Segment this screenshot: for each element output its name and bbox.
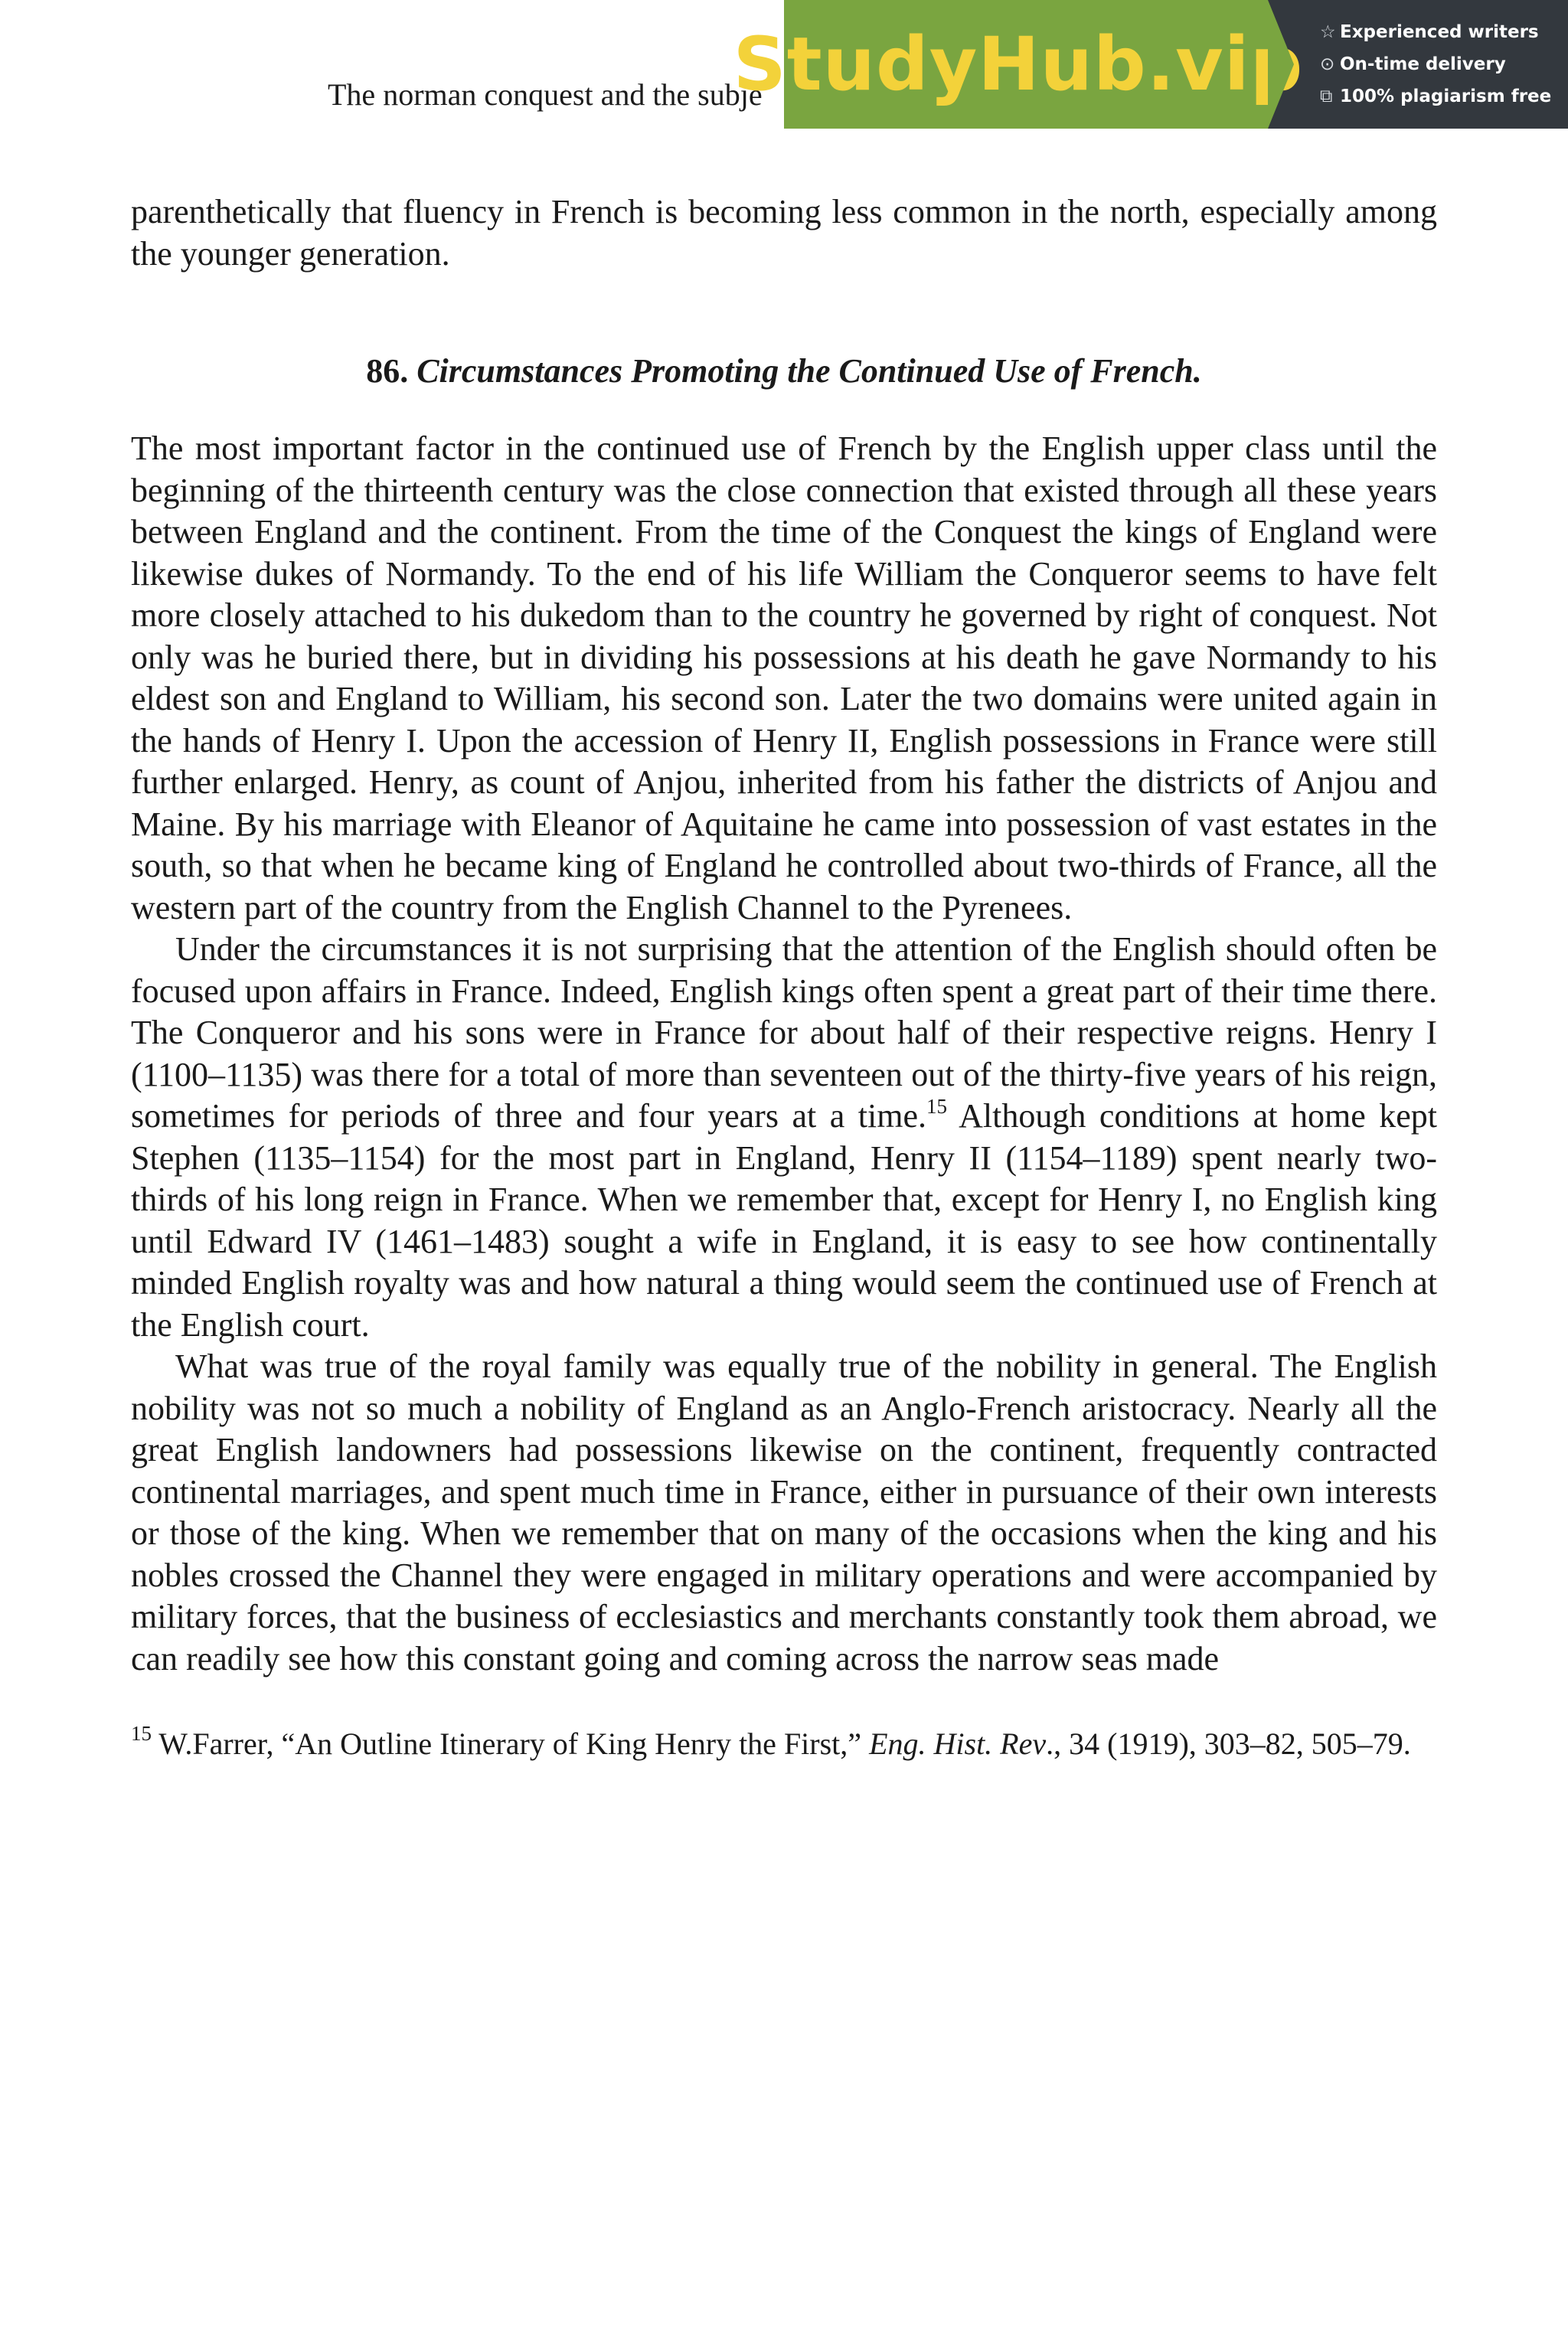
running-header: The norman conquest and the subje bbox=[328, 77, 763, 112]
footnote bbox=[131, 1724, 1437, 1764]
star-icon: ☆ bbox=[1320, 22, 1336, 42]
intro-paragraph: parenthetically that fluency in French is becoming less common in the north, especially among the younger generation. bbox=[131, 193, 1437, 273]
section-number: 86. bbox=[366, 352, 409, 390]
page-content bbox=[131, 191, 1437, 1764]
paragraph-2-part-b: Although conditions at home kept Stephen (1135–1154) for the most part in England, Henry II (1154–1189) spent nearly two-thirds of his long reign in France. When we remember that, except for Henry I, no English king until Edward IV (1461–1483) sought a wife in England, it is easy to see how continentally minded English royalty was and how natural a thing would seem the continued use of French at the English court. bbox=[131, 1097, 1437, 1344]
footnote-journal: Eng. Hist. Rev bbox=[869, 1726, 1047, 1761]
feature-on-time-delivery bbox=[1320, 51, 1568, 78]
feature-label: Experienced writers bbox=[1340, 22, 1539, 42]
footnote-reference: 15 bbox=[926, 1095, 947, 1118]
paragraph-1: The most important factor in the continued use of French by the English upper class until the beginning of the thirteenth century was the close connection that existed through all these years between England and the continent. From the time of the Conquest the kings of England were likewise dukes of Normandy. To the end of his life William the Conqueror seems to have felt more closely attached to his dukedom than to the country he governed by right of conquest. Not only was he buried there, but in dividing his possessions at his death he gave Normandy to his eldest son and England to William, his second son. Later the two domains were united again in the hands of Henry I. Upon the accession of Henry II, English possessions in France were still further enlarged. Henry, as count of Anjou, inherited from his father the districts of Anjou and Maine. By his marriage with Eleanor of Aquitaine he came into possession of vast estates in the south, so that when he became king of England he controlled about two-thirds of France, all the western part of the country from the English Channel to the Pyrenees. bbox=[131, 430, 1437, 926]
feature-plagiarism-free bbox=[1320, 83, 1568, 110]
brand-logo: StudyHub.vip bbox=[733, 21, 1304, 107]
banner-features bbox=[1268, 0, 1568, 129]
section-heading bbox=[131, 350, 1437, 393]
feature-experienced-writers bbox=[1320, 18, 1568, 46]
banner-brand-panel bbox=[733, 0, 1304, 129]
clock-icon: ⊙ bbox=[1320, 54, 1335, 74]
paragraph-3: What was true of the royal family was equally true of the nobility in general. The English nobility was not so much a nobility of England as an Anglo-French aristocracy. Nearly all the great English landowners had possessions likewise on the continent, frequently contracted continental marriages, and spent much time in France, either in pursuance of their own interests or those of the king. When we remember that on many of the occasions when the king and his nobles crossed the Channel they were engaged in military operations and were accompanied by military forces, that the business of ecclesiastics and merchants constantly took them abroad, we can readily see how this constant going and coming across the narrow seas made bbox=[131, 1348, 1437, 1677]
paragraph-2-part-a: Under the circumstances it is not surprising that the attention of the English should often be focused upon affairs in France. Indeed, English kings often spent a great part of their time there. The Conqueror and his sons were in France for about half of their respective reigns. Henry I (1100–1135) was there for a total of more than seventeen out of the thirty-five years of his reign, sometimes for periods of three and four years at a time. bbox=[131, 930, 1437, 1135]
paragraph-2 bbox=[131, 929, 1437, 1346]
section-title: Circumstances Promoting the Continued Use of French. bbox=[416, 352, 1202, 390]
footnote-text-after: ., 34 (1919), 303–82, 505–79. bbox=[1046, 1726, 1411, 1761]
footnote-number: 15 bbox=[131, 1722, 152, 1745]
feature-label: 100% plagiarism free bbox=[1340, 87, 1552, 106]
studyhub-banner[interactable] bbox=[733, 0, 1568, 129]
footnote-text-before: W.Farrer, “An Outline Itinerary of King Henry the First,” bbox=[152, 1726, 870, 1761]
feature-label: On-time delivery bbox=[1340, 54, 1506, 74]
copy-icon: ⧉ bbox=[1320, 87, 1333, 106]
